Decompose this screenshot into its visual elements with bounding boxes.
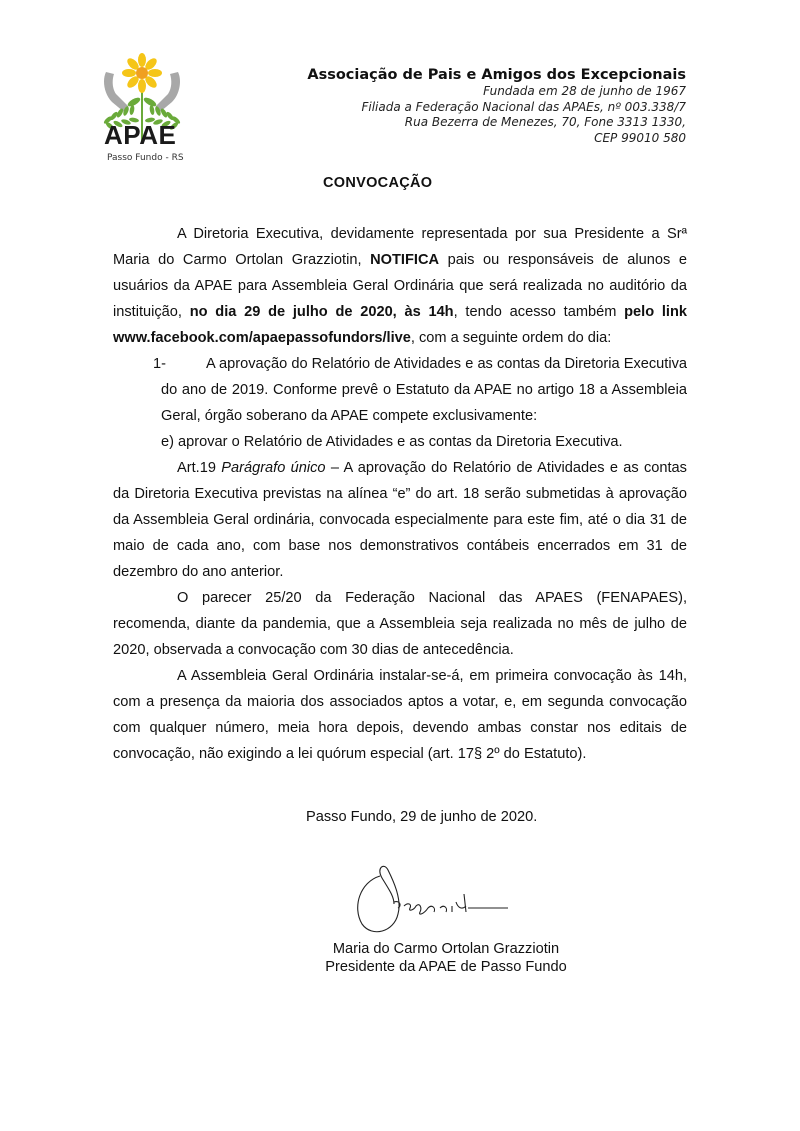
stem-leaf-right <box>142 96 157 108</box>
statute-line: e) aprovar o Relatório de Atividades e as contas da Diretoria Executiva. <box>161 434 623 450</box>
right-hand-shape <box>155 72 180 113</box>
live-link-bold: pelo link www.facebook.com/apaepassofundors/live <box>113 304 687 346</box>
art19-paragraph <box>113 455 687 585</box>
paragraph-text: , tendo acesso também <box>453 304 625 320</box>
founded-line: Fundada em 28 de junho de 1967 <box>483 84 686 98</box>
art19-text: – A aprovação do Relatório de Atividades e as contas da Diretoria Executiva previstas na alínea “e” do art. 18 serão submetidas à aprovação da Assembleia Geral ordinária, convocada especialmente para este fim, até o dia 31 de maio de cada ano, com base nos demonstrativos contábeis encerrados em 31 de dezembro do ano anterior. <box>113 460 687 580</box>
paragraph-text: , com a seguinte ordem do dia: <box>410 330 612 346</box>
flower-center <box>136 67 148 79</box>
handwritten-signature-icon <box>350 862 520 937</box>
address-line: Rua Bezerra de Menezes, 70, Fone 3313 1330, <box>404 115 686 129</box>
letterhead <box>307 66 686 146</box>
affiliation-line: Filiada a Federação Nacional das APAEs, nº 003.338/7 <box>361 99 686 114</box>
quorum-paragraph: A Assembleia Geral Ordinária instalar-se-á, em primeira convocação às 14h, com a presença da maioria dos associados aptos a votar, e, em segunda convocação com qualquer número, meia hora depois, devendo ambas constar nos editais de convocação, não exigindo a lei quórum especial (art. 17§ 2º do Estatuto). <box>113 668 687 762</box>
signer-name: Maria do Carmo Ortolan Grazziotin <box>332 941 560 957</box>
art19-italic: Parágrafo único <box>221 460 326 476</box>
document-title: CONVOCAÇÃO <box>323 175 433 191</box>
apae-logo-icon <box>98 50 198 170</box>
meeting-date-bold: no dia 29 de julho de 2020, às 14h <box>189 304 454 320</box>
postal-code-line: CEP 99010 580 <box>594 130 686 145</box>
paragraph-text: pais ou responsáveis de alunos e usuários da APAE para Assembleia Geral Ordinária que será realizada no auditório da instituição, <box>113 252 687 320</box>
logo-location: Passo Fundo - RS <box>107 153 184 163</box>
place-and-date: Passo Fundo, 29 de junho de 2020. <box>306 809 538 825</box>
notifica-bold: NOTIFICA <box>370 252 440 268</box>
agenda-item-number: 1- <box>153 356 166 372</box>
logo-wordmark: APAE <box>104 120 177 150</box>
art19-prefix: Art.19 <box>177 460 222 476</box>
agenda-item-text: A aprovação do Relatório de Atividades e as contas da Diretoria Executiva do ano de 2019. Conforme prevê o Estatuto da APAE no artigo 18 a Assembleia Geral, órgão soberano da APAE compete exclusivamente: <box>161 356 687 424</box>
organization-name: Associação de Pais e Amigos dos Excepcionais <box>307 67 686 83</box>
stem-leaf-left <box>126 96 141 108</box>
signer-role: Presidente da APAE de Passo Fundo <box>325 959 567 975</box>
notification-paragraph <box>113 221 687 351</box>
signer-block <box>0 940 800 976</box>
left-hand-shape <box>104 72 129 113</box>
document-body <box>113 221 687 767</box>
fenapaes-paragraph: O parecer 25/20 da Federação Nacional das APAES (FENAPAES), recomenda, diante da pandemia, que a Assembleia seja realizada no mês de julho de 2020, observada a convocação com 30 dias de antecedência. <box>113 590 687 658</box>
paragraph-text: A Diretoria Executiva, devidamente representada por sua Presidente a Srª Maria do Carmo Ortolan Grazziotin, <box>113 226 687 268</box>
agenda-item <box>153 351 687 429</box>
